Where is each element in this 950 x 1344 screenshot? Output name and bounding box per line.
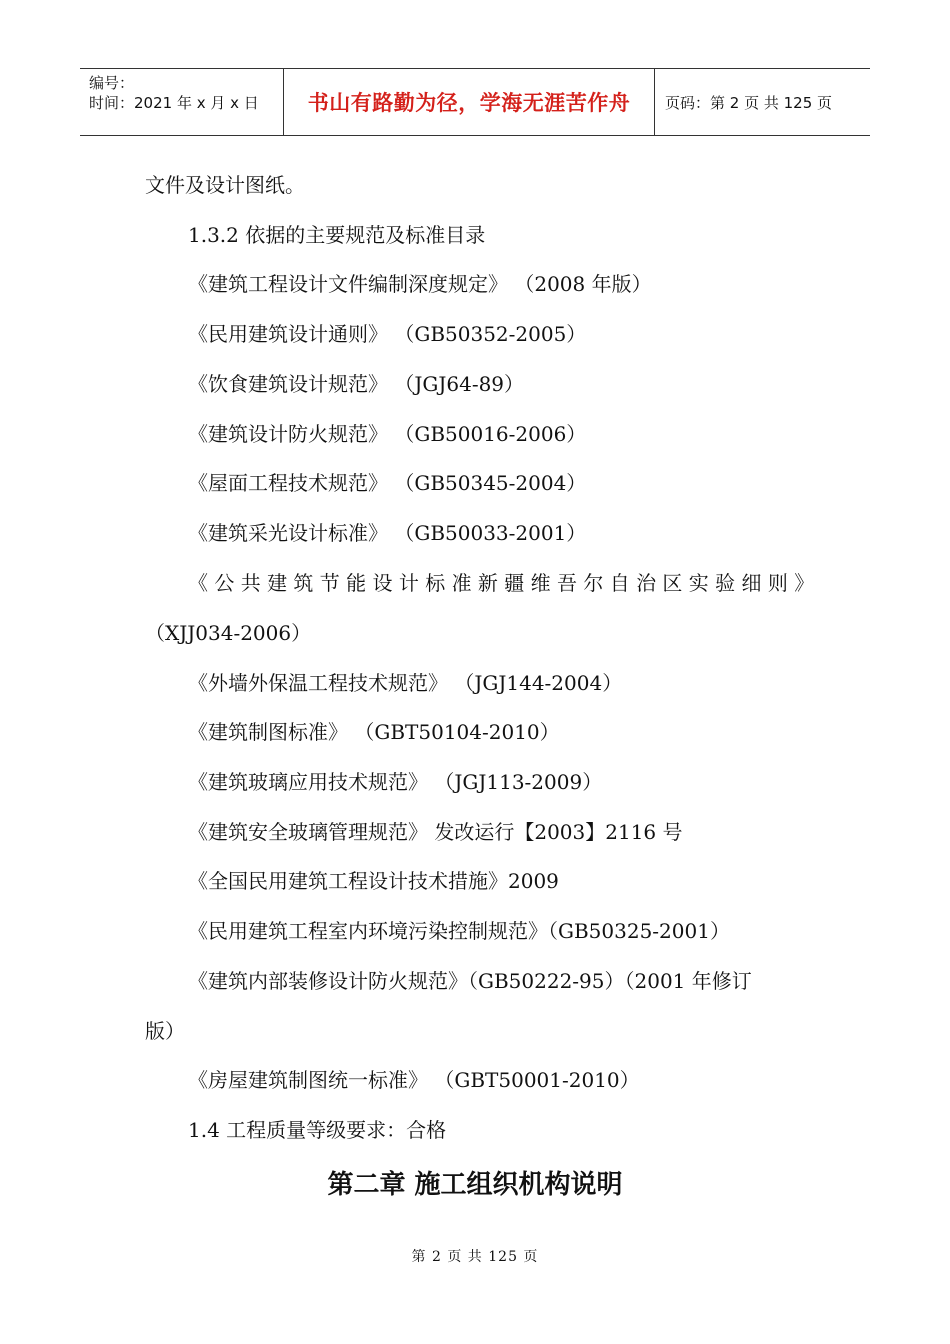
standard-item-continuation: （XJJ034-2006） [145,621,312,645]
document-number-label: 编号： [89,74,135,92]
standard-item: 《外墙外保温工程技术规范》 （JGJ144-2004） [188,671,623,695]
standard-item: 《全国民用建筑工程设计技术措施》2009 [188,869,559,893]
standard-item: 《建筑内部装修设计防火规范》（GB50222-95）（2001 年修订 [188,969,752,993]
page-header [80,68,870,136]
standard-item: 《建筑制图标准》 （GBT50104-2010） [188,720,560,744]
standard-item: 《建筑工程设计文件编制深度规定》 （2008 年版） [188,272,652,296]
standard-item: 《建筑采光设计标准》 （GB50033-2001） [188,521,587,545]
page-footer: 第 2 页 共 125 页 [411,1249,539,1265]
document-time-label: 时间：2021 年 x 月 x 日 [89,94,259,112]
section-heading: 1.4 工程质量等级要求：合格 [188,1118,447,1142]
standard-item: 《建筑玻璃应用技术规范》 （JGJ113-2009） [188,770,603,794]
header-meta [80,69,283,135]
standard-item-continuation: 版） [145,1019,185,1043]
header-motto: 书山有路勤为径，学海无涯苦作舟 [283,69,655,135]
standard-item: 《建筑设计防火规范》 （GB50016-2006） [188,422,587,446]
standard-item: 《屋面工程技术规范》 （GB50345-2004） [188,471,587,495]
standard-item: 《建筑安全玻璃管理规范》 发改运行【2003】2116 号 [188,820,683,844]
section-heading: 1.3.2 依据的主要规范及标准目录 [188,223,486,247]
standard-item: 《房屋建筑制图统一标准》 （GBT50001-2010） [188,1068,640,1092]
chapter-title: 第二章 施工组织机构说明 [327,1170,623,1200]
text-line: 文件及设计图纸。 [145,173,305,197]
header-page-info: 页码：第 2 页 共 125 页 [665,93,833,112]
standard-item: 《 公 共 建 筑 节 能 设 计 标 准 新 疆 维 吾 尔 自 治 区 实 验 细 则 》 [188,571,815,595]
standard-item: 《饮食建筑设计规范》 （JGJ64-89） [188,372,525,396]
standard-item: 《民用建筑设计通则》 （GB50352-2005） [188,322,587,346]
standard-item: 《民用建筑工程室内环境污染控制规范》（GB50325-2001） [188,919,730,943]
